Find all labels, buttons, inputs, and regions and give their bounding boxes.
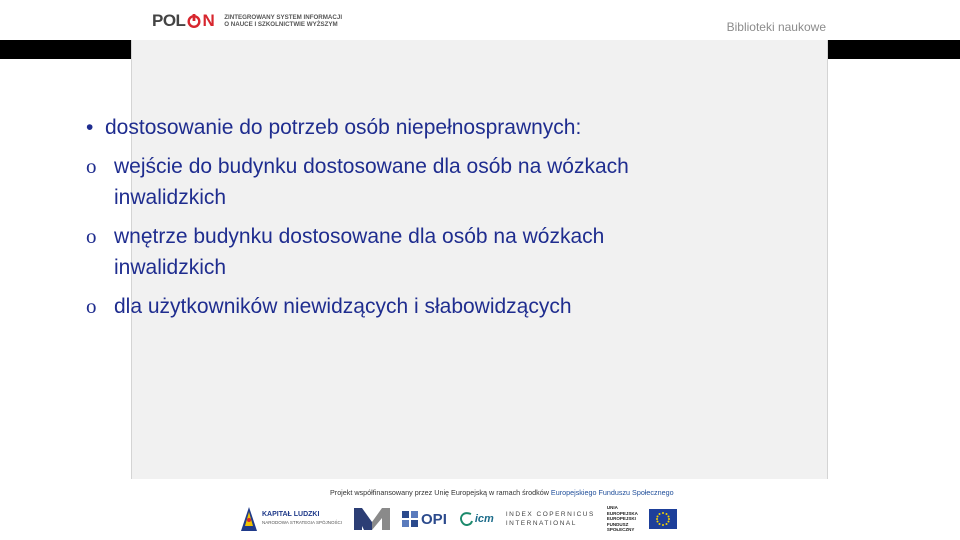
logo-subtitle-line2: O NAUCE I SZKOLNICTWIE WYŻSZYM (224, 21, 338, 28)
eu-label-line3: FUNDUSZ SPOŁECZNY (606, 521, 635, 533)
main-bullet (86, 115, 686, 141)
list-item-text: wejście do budynku dostosowane dla osób na wózkach inwalidzkich (114, 155, 629, 209)
logo-subtitle-line1: ZINTEGROWANY SYSTEM INFORMACJI (224, 13, 343, 21)
funding-caption (330, 488, 674, 497)
kapital-ludzki-logo[interactable] (240, 505, 342, 533)
funding-caption-fund: Europejskiego Funduszu Społecznego (550, 488, 674, 497)
funding-caption-text: Projekt współfinansowany przez Unię Europejską w ramach środków (330, 488, 549, 497)
opi-label: OPI (421, 510, 447, 528)
kapital-ludzki-label (262, 511, 342, 527)
list-item-text: wnętrze budynku dostosowane dla osób na wózkach inwalidzkich (114, 225, 605, 279)
logo-subtitle (224, 14, 354, 29)
list-item (86, 151, 686, 213)
sub-bullet-marker: o (86, 154, 97, 178)
eu-label-line2: EUROPEJSKI (606, 516, 636, 522)
eu-label (607, 505, 649, 533)
logo-word-main: POL (152, 11, 186, 30)
main-bullet-text: dostosowanie do potrzeb osób niepełnosprawnych: (105, 116, 582, 139)
header-band (0, 0, 960, 40)
index-copernicus-label (506, 510, 595, 528)
footer-funding-banner (154, 483, 770, 540)
kapital-ludzki-title: KAPITAŁ LUDZKI (262, 511, 320, 518)
nm-icon (354, 508, 390, 530)
eu-label-line1: UNIA EUROPEJSKA (606, 505, 638, 516)
sub-bullet-marker: o (86, 294, 97, 318)
index-copernicus-logo[interactable] (506, 505, 595, 533)
kapital-ludzki-icon (240, 506, 258, 532)
nm-logo[interactable] (354, 505, 390, 533)
icm-logo[interactable] (459, 505, 494, 533)
eu-flag-icon (649, 509, 677, 529)
polon-logo[interactable] (152, 10, 354, 32)
index-copernicus-line2: INTERNATIONAL (505, 520, 577, 527)
list-item-text: dla użytkowników niewidzących i słabowidzących (114, 295, 572, 318)
slide-content (86, 115, 686, 330)
index-copernicus-line1: INDEX COPERNICUS (505, 511, 595, 518)
eu-logo[interactable] (607, 505, 677, 533)
bullet-dot-icon: • (86, 116, 94, 139)
list-item (86, 221, 686, 283)
section-title: Biblioteki naukowe (726, 20, 826, 34)
sub-bullet-marker: o (86, 224, 97, 248)
logo-accent (186, 11, 214, 31)
logo-word-accent: N (202, 11, 215, 30)
kapital-ludzki-subtitle: NARODOWA STRATEGIA SPÓJNOŚCI (262, 520, 343, 525)
icm-swirl-icon (459, 511, 473, 527)
partner-logos (240, 503, 690, 535)
logo-wordmark (152, 11, 214, 31)
icm-label: icm (474, 513, 494, 525)
opi-grid-icon (402, 511, 418, 527)
power-icon (186, 14, 202, 28)
opi-logo[interactable] (402, 505, 447, 533)
list-item (86, 291, 686, 322)
